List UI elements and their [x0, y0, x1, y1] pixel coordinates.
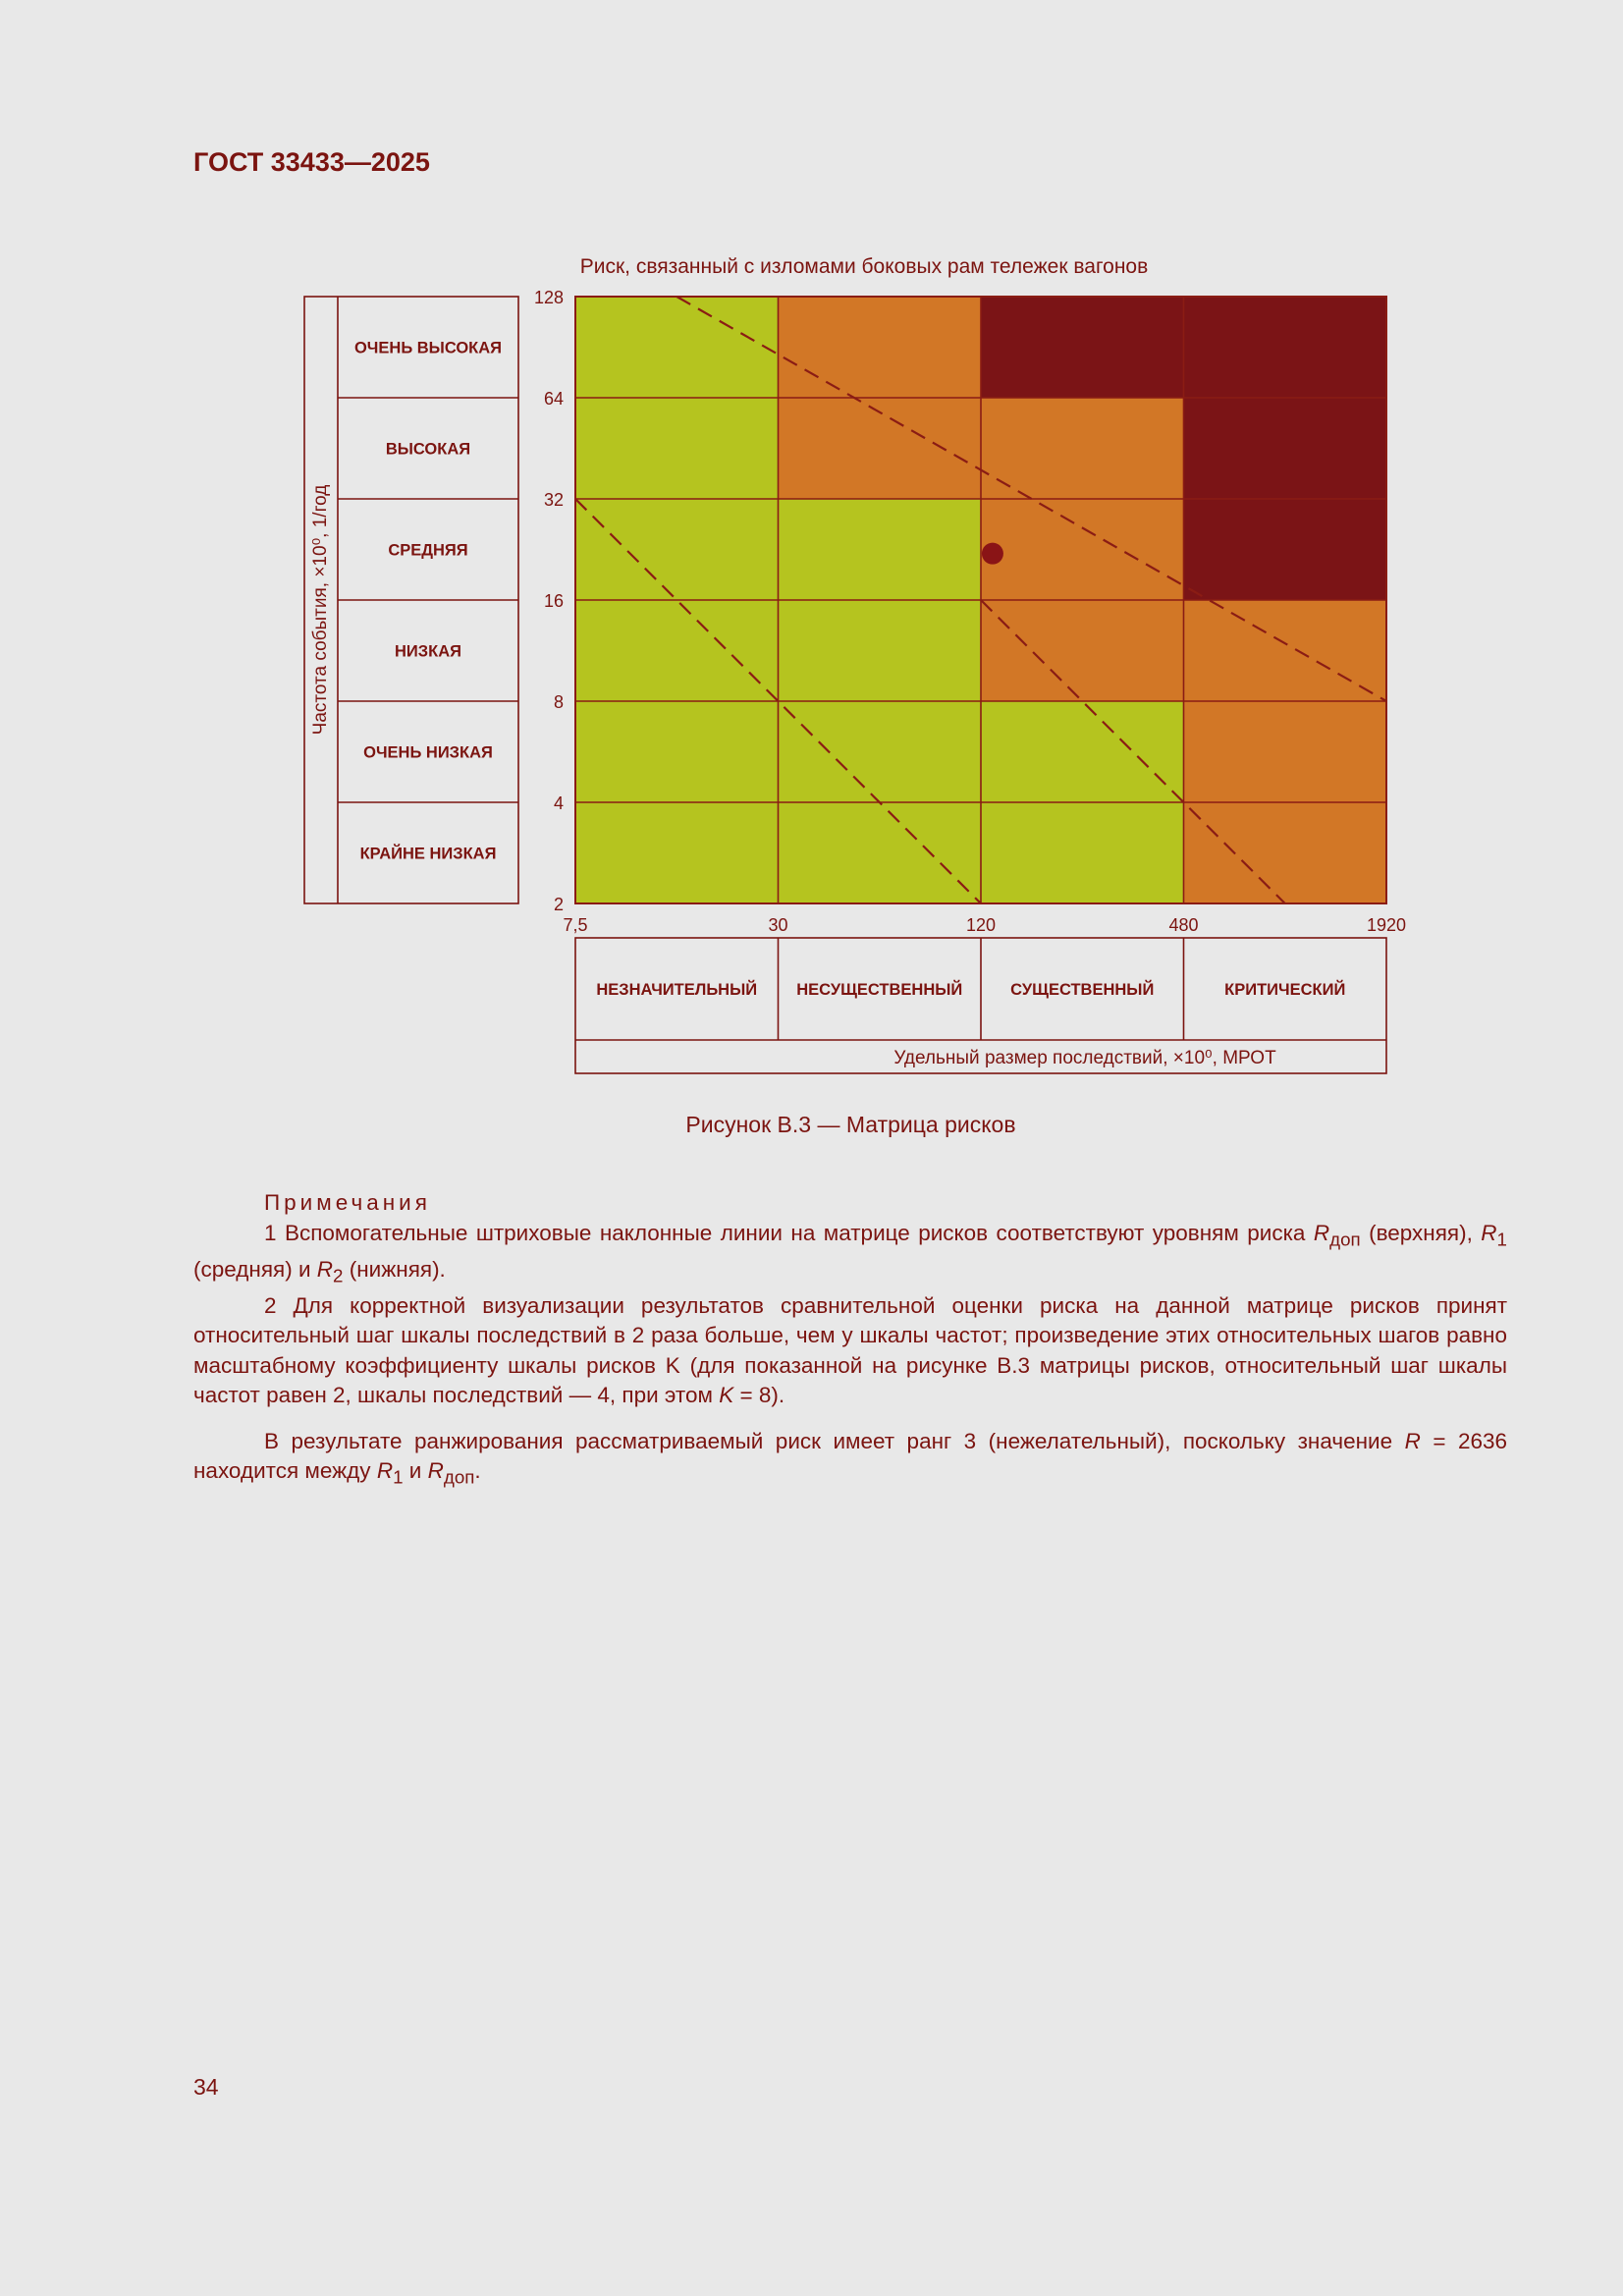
matrix-cell [575, 499, 779, 601]
matrix-cell [981, 600, 1184, 702]
matrix-cell [575, 701, 779, 803]
matrix-cell [1184, 701, 1387, 803]
notes-section [193, 1188, 1507, 1493]
y-tick-label: 4 [553, 793, 564, 813]
frequency-category-label: ВЫСОКАЯ [385, 440, 471, 459]
note-2: 2 Для корректной визуализации результатов сравнительной оценки риска на данной матрице рисков принят относительный шаг шкалы последствий в 2 раза больше, чем у шкалы частот; произведение этих относительных шагов равно масштабному коэффициенту шкалы рисков K (для показанной на рисунке В.3 матрицы рисков, относительный шаг шкалы частот равен 2, шкалы последствий — 4, при этом K = 8). [193, 1292, 1507, 1407]
document-code: ГОСТ 33433—2025 [193, 147, 430, 177]
matrix-cell [981, 701, 1184, 803]
matrix-cell [575, 802, 779, 904]
consequence-category-label: КРИТИЧЕСКИЙ [1224, 981, 1346, 999]
frequency-category-label: НИЗКАЯ [395, 642, 461, 661]
x-tick-label: 1920 [1366, 915, 1407, 935]
y-tick-label: 128 [533, 288, 564, 307]
frequency-category-label: ОЧЕНЬ ВЫСОКАЯ [353, 339, 503, 357]
matrix-cell [1184, 600, 1387, 702]
notes-heading: Примечания [264, 1190, 431, 1215]
result-paragraph: В результате ранжирования рассматриваемый риск имеет ранг 3 (нежелательный), поскольку значение R = 2636 находится между $R_1$ и $R_{доп}$. [193, 1428, 1507, 1488]
chart-title: Риск, связанный с изломами боковых рам тележек вагонов [579, 255, 1149, 278]
x-tick-label: 30 [768, 915, 788, 935]
x-axis-label: Удельный размер последствий, ×10⁰, МРОТ [893, 1048, 1276, 1068]
matrix-cell [1184, 398, 1387, 500]
matrix-cell [575, 600, 779, 702]
y-tick-label: 64 [543, 389, 564, 409]
matrix-cell [1184, 802, 1387, 904]
matrix-cell [981, 802, 1184, 904]
y-tick-label: 32 [543, 490, 564, 510]
matrix-cell [779, 802, 982, 904]
matrix-cell [575, 297, 779, 399]
matrix-cell [575, 398, 779, 500]
consequence-category-label: НЕСУЩЕСТВЕННЫЙ [796, 981, 963, 999]
x-tick-label: 120 [965, 915, 997, 935]
matrix-cell [981, 398, 1184, 500]
matrix-cell [981, 297, 1184, 399]
x-tick-label: 480 [1168, 915, 1199, 935]
matrix-cell [779, 297, 982, 399]
x-tick-label: 7,5 [563, 915, 588, 935]
y-tick-label: 2 [553, 895, 564, 914]
consequence-category-label: СУЩЕСТВЕННЫЙ [1010, 981, 1155, 999]
matrix-cell [1184, 297, 1387, 399]
frequency-category-label: ОЧЕНЬ НИЗКАЯ [363, 743, 493, 762]
matrix-cell [779, 600, 982, 702]
matrix-cell [981, 499, 1184, 601]
y-tick-label: 8 [553, 692, 564, 712]
matrix-cell [779, 701, 982, 803]
figure-caption: Рисунок В.3 — Матрица рисков [685, 1112, 1016, 1137]
assessed-risk-point [982, 543, 1003, 565]
page-number: 34 [193, 2074, 219, 2100]
risk-point [982, 543, 1003, 565]
y-axis-label: Частота события, ×10⁰, 1/год [310, 484, 331, 736]
note-1: 1 Вспомогательные штриховые наклонные линии на матрице рисков соответствуют уровням риска $R_{доп}$ (верхняя), $R_1$ (средняя) и $R_2$ (нижняя). [193, 1220, 1507, 1285]
risk-matrix-figure [0, 0, 1623, 1100]
y-tick-label: 16 [543, 591, 564, 611]
frequency-category-label: КРАЙНЕ НИЗКАЯ [359, 845, 497, 863]
frequency-category-label: СРЕДНЯЯ [388, 541, 468, 560]
matrix-cell [1184, 499, 1387, 601]
consequence-category-label: НЕЗНАЧИТЕЛЬНЫЙ [596, 981, 758, 999]
matrix-cell [779, 499, 982, 601]
